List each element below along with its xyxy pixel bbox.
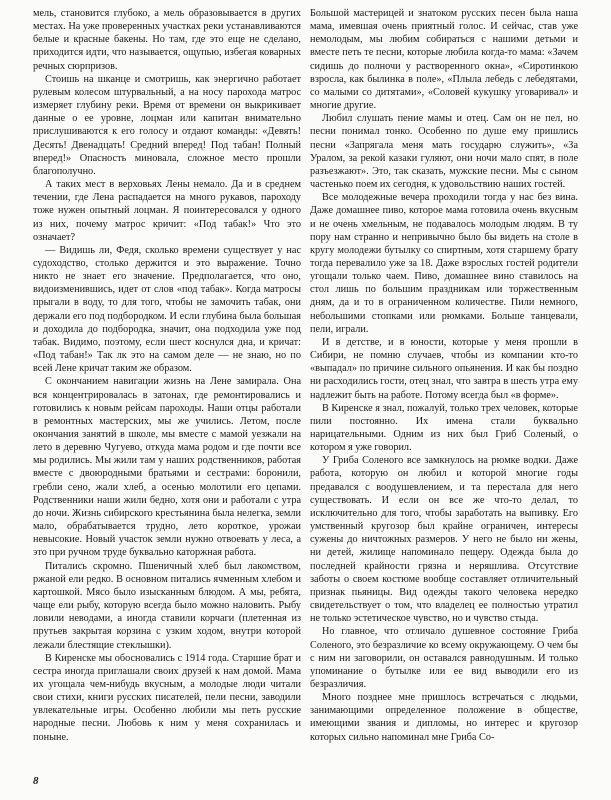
paragraph: И в детстве, и в юности, которые у меня прошли в Сибири, не помню случаев, чтобы из компании кто-то «выпадал» по причине сильного опьянения. И как бы поздно ни расходились гости, отец знал, что завтра в шесть утра ему надлежит быть на работе. Потому всегда был «в форме». bbox=[310, 336, 578, 401]
right-text-column bbox=[310, 7, 578, 744]
paragraph: Любил слушать пение мамы и отец. Сам он не пел, но песни понимал тонко. Особенно по душе ему пришлись песни «Запрягала меня мать государю служить», «За Уралом, за рекой казаки гуляют, они ночи мало спят, в поле разъезжают». Это, так сказать, мужские песни. Мы с сыном частенько поем их сегодня, к удовольствию наших гостей. bbox=[310, 113, 578, 191]
paragraph: С окончанием навигации жизнь на Лене замирала. Она вся концентрировалась в затонах, где ремонтировались и готовились к новым рейсам пароходы. Наши отцы работали в ремонтных мастерских, мы же учились. Летом, после окончания занятий в школе, мы вместе с мамой уезжали на лето в деревню Чугуево, откуда мама родом и где почти все мы родились. Мы жили там у наших родственников, работая вместе с двоюродными братьями и сестрами: боронили, гребли сено, жали хлеб, а осенью молотили его цепами. Родственники наши жили бедно, хотя они и работали с утра до ночи. Жизнь сибирского крестьянина была нелегка, земли мало, обрабатывается трудно, лето короткое, урожаи невысокие. Новый участок земли нужно отвоевать у леса, а это при ручном труде буквально каторжная работа. bbox=[33, 376, 301, 559]
paragraph: В Киренске я знал, пожалуй, только трех человек, которые пили постоянно. Их имена стали буквально нарицательными. Одним из них был Гриб Соленый, о котором я уже говорил. bbox=[310, 402, 578, 454]
paragraph: Питались скромно. Пшеничный хлеб был лакомством, ржаной ели редко. В основном питались ячменным хлебом и картошкой. Мясо было изысканным блюдом. А мы, ребята, чаще ели рыбу, которую всегда было можно наловить. Рыбу ловили неводами, а иногда ставили корчаги (плетенная из прутьев закрытая корзина с узким ходом, внутри которой лежали блестящие стеклышки). bbox=[33, 560, 301, 651]
paragraph: Все молодежные вечера проходили тогда у нас без вина. Даже домашнее пиво, которое мама готовила очень вкусным и не очень хмельным, не подавалось молодым людям. В ту пору нам странно и непривычно было бы видеть на столе в кругу молодежи бутылку со спиртным, хотя старшему брату тогда перевалило уже за 18. Даже взрослых гостей родители угощали только чаем. Пиво, домашнее вино ставилось на стол лишь по большим праздникам или торжественным дням, да и то в ограниченном количестве. Пили немного, небольшими стопками или рюмками. Больше танцевали, пели, играли. bbox=[310, 192, 578, 335]
paragraph: Стоишь на шканце и смотришь, как энергично работает рулевым колесом штурвальный, а на носу парохода матрос измеряет глубину реки. Время от времени он выкрикивает данные о ее уровне, лоцман или капитан внимательно прислушиваются к его голосу и отдают команды: «Девять! Десять! Двенадцать! Средний вперед! Под табан! Полный вперед!» Опасность миновала, сложное место прошли благополучно. bbox=[33, 73, 301, 177]
paragraph: У Гриба Соленого все замкнулось на рюмке водки. Даже работа, которую он любил и которой многие годы предавался с воодушевлением, и та перестала для него существовать. И если он все же что-то делал, то исключительно для того, чтобы заработать на выпивку. Его умственный кругозор был крайне ограничен, интересы сужены до ничтожных размеров. У него не было ни жены, ни детей, жилище напоминало пещеру. Одежда была до последней крайности грязна и неряшлива. Отсутствие заботы о своем костюме вообще составляет отличительный признак пьяницы. Вид одежды такого человека нередко свидетельствует о том, что владелец ее полностью утратил не только эстетическое чувство, но и чувство стыда. bbox=[310, 455, 578, 625]
paragraph: — Видишь ли, Федя, сколько времени существует у нас судоходство, столько держится и это выражение. Точно никто не знает его значение. Предполагается, что оно, видоизменившись, идет от слов «под табак». Когда матросы прыгали в воду, то для того, чтобы не замочить табак, они держали его под подбородком. И если глубина была большая и доходила до подбородка, значит, она подходила уже под табак. Видимо, поэтому, если шест коснулся дна, и кричат: «Под табан!» Так лк это на самом деле — не знаю, но по всей Лене кричат таким же образом. bbox=[33, 244, 301, 375]
paragraph: мель, становится глубоко, а мель образовывается в других местах. На уже проверенных участках реки устанавливаются белые и красные бакены. Но там, где это еще не сделано, приходится идти, что называется, ощупью, избегая коварных речных сюрпризов. bbox=[33, 8, 301, 72]
paragraph: Большой мастерицей и знатоком русских песен была наша мама, имевшая очень приятный голос. И сейчас, став уже немолодым, мы любим собираться с нашими детьми и вместе петь те песни, которые любила когда-то мама: «Зачем сидишь до полночи у растворенного окна», «Сиротинкою взросла, как былинка в поле», «Плыла лебедь с лебедятами, со малыми со дитятами», «Соловей кукушку уговаривал» и многие другие. bbox=[310, 8, 578, 112]
paragraph: Но главное, что отличало душевное состояние Гриба Соленого, это безразличие ко всему окружающему. О чем бы с ним ни заговорили, он оставался равнодушным. И только упоминание о бутылке или ее вид выводили его из безразличия. bbox=[310, 626, 578, 690]
page-number: 8 bbox=[33, 775, 39, 787]
paragraph: А таких мест в верховьях Лены немало. Да и в среднем течении, где Лена распадается на много рукавов, пароходу тоже нужен опытный лоцман. Я поинтересовался у одного из них, почему матрос кричит: «Под табак!» Что это означает? bbox=[33, 179, 301, 243]
paragraph: В Киренске мы обосновались с 1914 года. Старшие брат и сестра иногда приглашали своих друзей к нам домой. Мама их угощала чем-нибудь вкусным, а молодые люди читали свои стихи, книги русских писателей, пели песни, заводили увлекательные игры. Особенно любили мы петь русские народные песни. Любовь к ним у меня сохранилась и поныне. bbox=[33, 652, 301, 743]
left-text-column bbox=[33, 7, 301, 744]
paragraph: Много позднее мне пришлось встречаться с людьми, занимающими определенное положение в обществе, имеющими звания и дипломы, но интерес и кругозор которых сильно напоминал мне Гриба Со- bbox=[310, 692, 578, 743]
